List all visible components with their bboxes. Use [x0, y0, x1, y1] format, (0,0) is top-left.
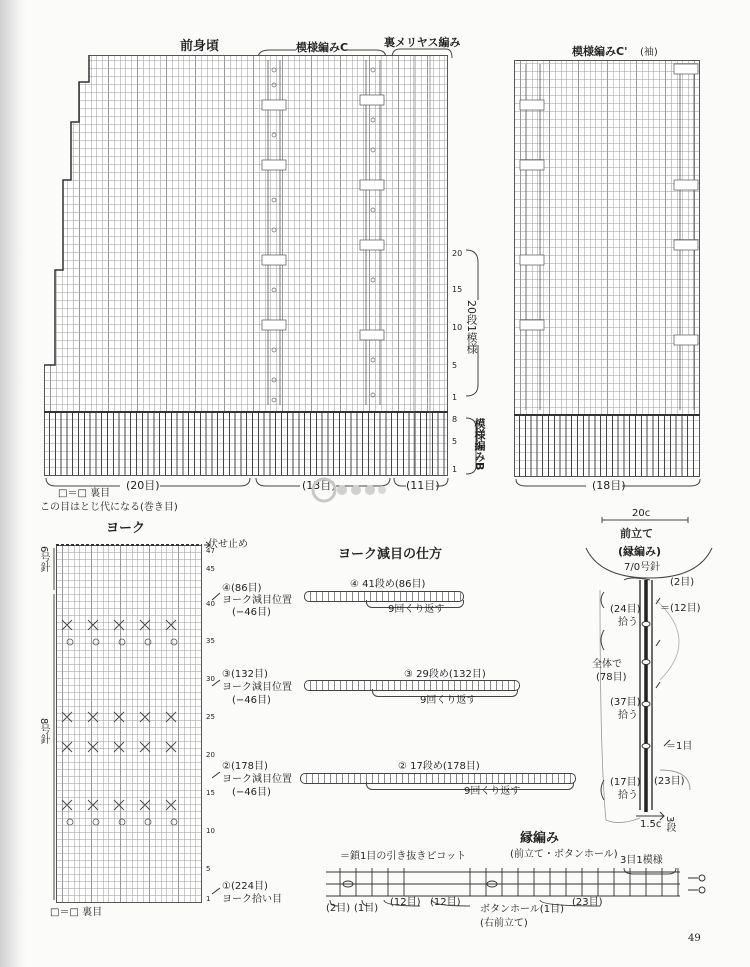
placket-eq1: ＝1目: [666, 741, 693, 752]
sleeve-count: (18目): [592, 479, 626, 492]
yoke-row-5: 5: [206, 865, 211, 873]
edging-buttonhole: ボタンホール(1目): [480, 904, 564, 915]
placket-title: 前立て: [620, 527, 653, 540]
yoke-dec-2: ②(178目): [222, 761, 268, 772]
yoke-dec-4-pos: ヨーク減目位置: [222, 595, 292, 606]
sleeve-subtitle: (袖): [640, 47, 658, 58]
rib-row-1: 1: [452, 465, 458, 474]
edging-right-front: (右前立て): [480, 918, 528, 929]
placket-needle: 7/0号針: [624, 562, 661, 573]
placket-17st: (17目): [610, 777, 641, 788]
sleeve-title: 模様編みC': [572, 45, 628, 58]
method-title: ヨーク減目の仕方: [338, 547, 443, 562]
yoke-dec-1: ①(224目): [222, 881, 268, 892]
yoke-row-1: 1: [206, 895, 211, 903]
yoke-row-47: 47: [206, 547, 215, 555]
yoke-row-20: 20: [206, 751, 215, 759]
method-repeat-4: 9回くり返す: [388, 604, 445, 615]
row-label-1: 1: [452, 393, 458, 402]
edging-23st: (23目): [572, 897, 603, 908]
placket-78st: (78目): [596, 672, 627, 683]
method-step-3: ③ 29段め(132目): [404, 669, 486, 680]
count-right: (11目): [406, 479, 440, 492]
rib-pattern-label: 模様編みB: [473, 418, 486, 471]
yoke-pickup: ヨーク拾い目: [222, 894, 282, 905]
placket-15c: 1.5c: [640, 819, 662, 830]
edging-repeat: 3目1模様: [620, 855, 663, 866]
edging-2st: (2目): [326, 903, 351, 914]
page-number: 49: [688, 933, 701, 944]
row-label-5: 5: [452, 361, 458, 370]
yoke-dec-2-amount: (−46目): [232, 787, 271, 798]
yoke-dec-4: ④(86目): [222, 583, 262, 594]
yoke-dec-3-pos: ヨーク減目位置: [222, 682, 292, 693]
edging-subtitle: (前立て・ボタンホール): [510, 849, 618, 860]
yoke-row-35: 35: [206, 637, 215, 645]
yoke-dec-3: ③(132目): [222, 669, 268, 680]
method-step-4: ④ 41段め(86目): [350, 579, 426, 590]
yoke-row-45: 45: [206, 565, 215, 573]
bindoff-label: 伏せ止め: [208, 539, 248, 550]
repeat-label: 20段1模様: [465, 300, 478, 354]
placket-eq12: ＝(12目): [660, 603, 701, 614]
rib-row-5: 5: [452, 437, 458, 446]
count-left: (20目): [126, 479, 160, 492]
method-step-2: ② 17段め(178目): [398, 761, 480, 772]
row-label-15: 15: [452, 285, 463, 294]
yoke-row-15: 15: [206, 789, 215, 797]
purl-legend: □＝□ 裏目: [58, 488, 111, 499]
picot-legend: ＝鎖1目の引き抜きピコット: [340, 851, 467, 862]
placket-pick-2: 拾う: [618, 710, 638, 721]
yoke-dec-4-amount: (−46目): [232, 607, 271, 618]
edging-12st-b: (12目): [430, 897, 461, 908]
rib-row-8: 8: [452, 415, 458, 424]
placket-37st: (37目): [610, 697, 641, 708]
count-center: (13目): [302, 479, 336, 492]
placket-pick-3: 拾う: [618, 790, 638, 801]
placket-total: 全体で: [592, 659, 622, 670]
yoke-row-25: 25: [206, 713, 215, 721]
yoke-dec-2-pos: ヨーク減目位置: [222, 774, 292, 785]
method-repeat-3: 9回くり返す: [420, 695, 477, 706]
cast-on-note: この目はとじ代になる(巻き目): [40, 502, 178, 513]
yoke-legend: □＝□ 裏目: [50, 907, 103, 918]
placket-24st: (24目): [610, 604, 641, 615]
placket-subtitle: (縁編み): [618, 545, 662, 558]
yoke-title: ヨーク: [106, 521, 146, 536]
row-label-20: 20: [452, 249, 463, 258]
yoke-row-40: 40: [206, 600, 215, 608]
method-repeat-2: 9回くり返す: [464, 786, 521, 797]
edging-title: 縁編み: [520, 831, 560, 846]
needle-6-label: 6号針: [38, 546, 49, 573]
placket-2st: (2目): [670, 577, 695, 588]
edging-1st: (1目): [354, 903, 379, 914]
yoke-dec-3-amount: (−46目): [232, 695, 271, 706]
yoke-row-10: 10: [206, 827, 215, 835]
placket-pick-1: 拾う: [618, 617, 638, 628]
yoke-row-30: 30: [206, 675, 215, 683]
needle-8-label: 8号針: [38, 718, 49, 745]
edging-12st-a: (12目): [390, 897, 421, 908]
row-label-10: 10: [452, 323, 463, 332]
front-title: 前身頃: [180, 39, 220, 54]
reverse-stockinette-label: 裏メリヤス編み: [384, 36, 461, 49]
placket-23st: (23目): [654, 776, 685, 787]
placket-3rows: 3段: [664, 816, 675, 833]
pattern-c-label: 模様編みC: [296, 41, 349, 54]
placket-width: 20c: [632, 508, 651, 519]
